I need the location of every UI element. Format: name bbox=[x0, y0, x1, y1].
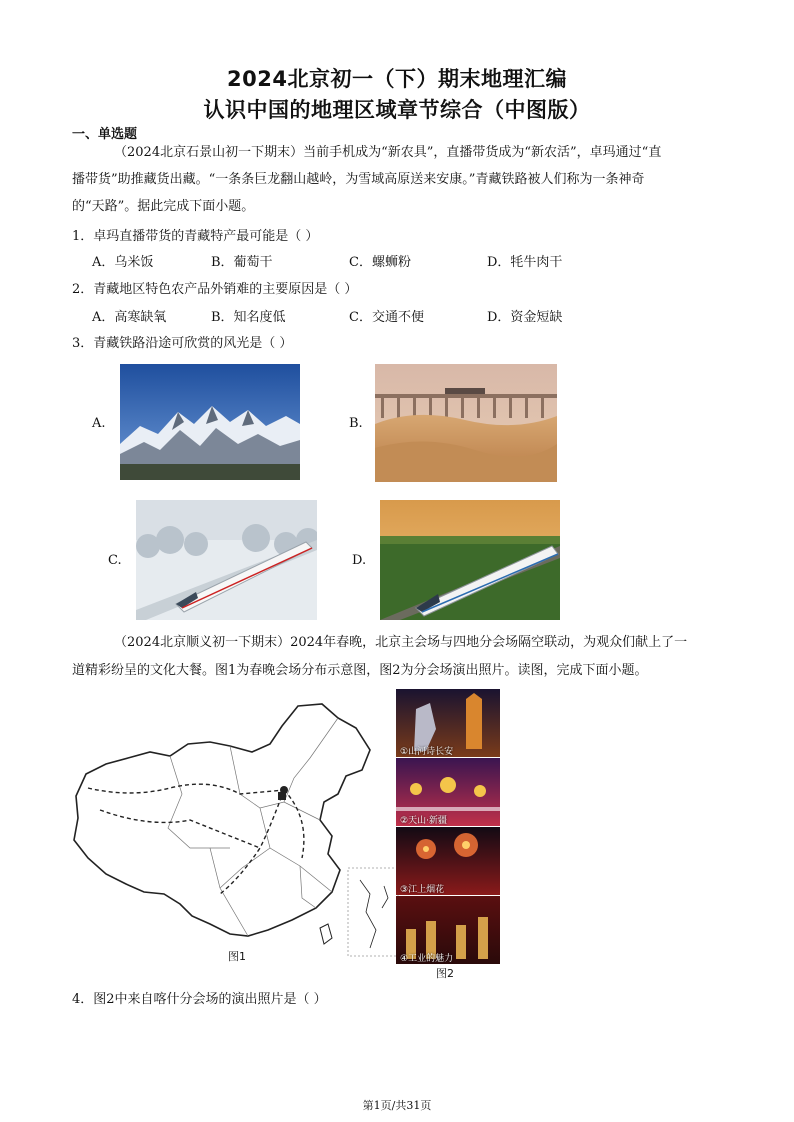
question-1-option-b: B．葡萄干 bbox=[211, 255, 273, 270]
snow-mountain-photo bbox=[120, 364, 300, 480]
desert-railway-photo bbox=[375, 364, 557, 482]
question-3-option-b-label: B. bbox=[349, 416, 363, 431]
question-2-option-d: D．资金短缺 bbox=[487, 310, 563, 325]
question-2-option-a: A．高寒缺氧 bbox=[92, 310, 167, 325]
photo-tag-4: ④工业的魅力 bbox=[400, 954, 454, 964]
passage1-line1: （2024北京石景山初一下期末）当前手机成为“新农具”，直播带货成为“新农活”，卓玛通过“直 bbox=[114, 145, 662, 160]
section-heading: 一、单选题 bbox=[72, 127, 138, 142]
question-3-option-d-label: D. bbox=[352, 553, 367, 568]
question-1-option-c: C．螺蛳粉 bbox=[349, 255, 411, 270]
question-3-stem: 3．青藏铁路沿途可欣赏的风光是（ ） bbox=[72, 336, 293, 351]
page-title-line2: 认识中国的地理区域章节综合（中图版） bbox=[203, 98, 591, 122]
green-train-photo bbox=[380, 500, 560, 620]
passage2-line2: 道精彩纷呈的文化大餐。图1为春晚会场分布示意图，图2为分会场演出照片。读图，完成下面小题。 bbox=[72, 663, 648, 678]
snow-train-photo bbox=[136, 500, 317, 620]
question-2-option-b: B．知名度低 bbox=[211, 310, 286, 325]
question-2-stem: 2．青藏地区特色农产品外销难的主要原因是（ ） bbox=[72, 282, 358, 297]
photo-tag-1: ①山河诗长安 bbox=[400, 747, 454, 757]
question-3-option-a-label: A. bbox=[92, 416, 106, 431]
photo-tag-3: ③江上烟花 bbox=[400, 885, 445, 895]
china-venue-map bbox=[70, 698, 400, 966]
question-2-option-c: C．交通不便 bbox=[349, 310, 424, 325]
page-title-line1: 2024北京初一（下）期末地理汇编 bbox=[227, 67, 567, 91]
page-footer: 第1页/共31页 bbox=[362, 1099, 432, 1112]
passage1-line3: 的“天路”。据此完成下面小题。 bbox=[72, 199, 255, 214]
photo-tag-2: ②天山·新疆 bbox=[400, 816, 447, 826]
passage2-line1: （2024北京顺义初一下期末）2024年春晚，北京主会场与四地分会场隔空联动，为观众们献上了一 bbox=[114, 635, 688, 650]
passage1-line2: 播带货”助推藏货出藏。“一条条巨龙翻山越岭，为雪域高原送来安康。”青藏铁路被人们称为一条神奇 bbox=[72, 172, 645, 187]
figure-1-caption: 图1 bbox=[228, 950, 246, 963]
figure-2-caption: 图2 bbox=[436, 967, 454, 980]
question-3-option-c-label: C. bbox=[108, 553, 122, 568]
question-4-stem: 4．图2中来自喀什分会场的演出照片是（ ） bbox=[72, 992, 327, 1007]
venue-photo-strip bbox=[396, 689, 500, 964]
question-1-option-d: D．牦牛肉干 bbox=[487, 255, 563, 270]
question-1-stem: 1．卓玛直播带货的青藏特产最可能是（ ） bbox=[72, 229, 319, 244]
question-1-option-a: A．乌米饭 bbox=[92, 255, 154, 270]
